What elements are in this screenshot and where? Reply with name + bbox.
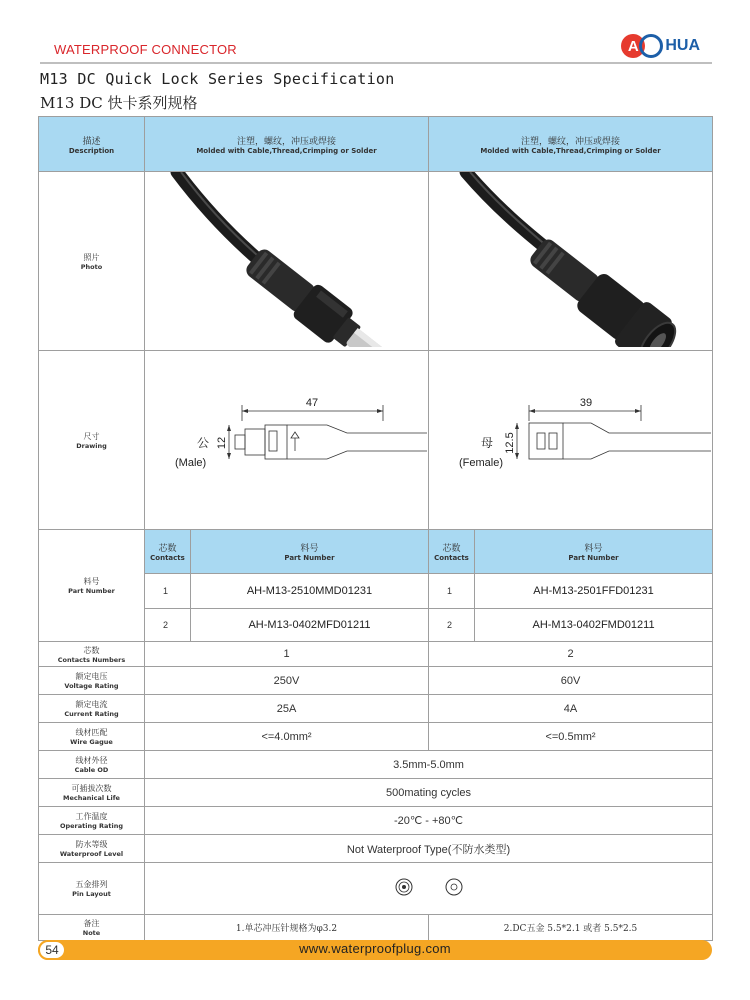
female-contacts-2: 2 [429,609,475,642]
cable-od-value: 3.5mm-5.0mm [145,751,713,779]
female-voltage: 60V [429,667,713,695]
male-contacts-1: 1 [145,574,191,609]
female-pn-header: 料号 Part Number [475,530,713,574]
op-rating-value: -20℃ - +80℃ [145,807,713,835]
male-dimension-drawing [147,351,427,526]
contacts-numbers-label: 芯数 Contacts Numbers [39,642,145,667]
male-pn-2: AH-M13-0402MFD01211 [191,609,429,642]
male-current: 25A [145,695,429,723]
female-note: 2.DC五金 5.5*2.1 或者 5.5*2.5 [429,915,713,941]
male-voltage: 250V [145,667,429,695]
logo-ring-icon [639,34,663,58]
male-contacts-numbers: 1 [145,642,429,667]
waterproof-value: Not Waterproof Type(不防水类型) [145,835,713,863]
female-connector-photo [429,172,713,351]
female-length-dim: 39 [579,397,592,409]
cable-od-label: 线材外径 Cable OD [39,751,145,779]
female-dimension-drawing [431,351,711,526]
pin-layout-label: 五金排列 Pin Layout [39,863,145,915]
socket-circle-icon [446,879,462,895]
female-drawing-cn: 母 [480,436,493,450]
male-plug-image [147,172,427,347]
pin-layout-icons [369,872,489,902]
waterproof-label: 防水等级 Waterproof Level [39,835,145,863]
title-chinese: M13 DC 快卡系列规格 [40,94,198,112]
male-note: 1.单芯冲压针规格为φ3.2 [145,915,429,941]
spec-table [38,116,713,941]
photo-label: 照片 Photo [39,172,145,351]
male-pn-1: AH-M13-2510MMD01231 [191,574,429,609]
female-socket-image [431,172,711,347]
mech-life-value: 500mating cycles [145,779,713,807]
female-drawing [429,351,713,530]
female-contacts-header: 芯数 Contacts [429,530,475,574]
header-divider [40,62,712,64]
drawing-label: 尺寸 Drawing [39,351,145,530]
description-label: 描述 Description [39,117,145,172]
male-contacts-header: 芯数 Contacts [145,530,191,574]
current-label: 额定电流 Current Rating [39,695,145,723]
female-current: 4A [429,695,713,723]
top-bar [40,37,712,62]
description-male: 注塑，螺纹，冲压或焊接 Molded with Cable,Thread,Crimping or Solder [145,117,429,172]
brand-title: WATERPROOF CONNECTOR [54,42,237,57]
male-length-dim: 47 [305,397,318,409]
female-pn-2: AH-M13-0402FMD01211 [475,609,713,642]
title-english: M13 DC Quick Lock Series Specification [40,70,395,88]
male-dia-dim: 12 [215,436,228,450]
male-drawing-cn: 公 [196,436,209,450]
male-drawing [145,351,429,530]
part-number-label: 料号 Part Number [39,530,145,642]
wire-label: 线材匹配 Wire Gague [39,723,145,751]
op-rating-label: 工作温度 Operating Rating [39,807,145,835]
male-connector-photo [145,172,429,351]
page-number: 54 [38,940,66,960]
female-wire: <=0.5mm² [429,723,713,751]
description-female: 注塑，螺纹，冲压或焊接 Molded with Cable,Thread,Crimping or Solder [429,117,713,172]
logo-text: HUA [665,37,700,54]
female-pn-1: AH-M13-2501FFD01231 [475,574,713,609]
pin-layout-diagram [145,863,713,915]
male-pn-header: 料号 Part Number [191,530,429,574]
pin-circle-icon [396,879,412,895]
female-drawing-en: (Female) [458,457,503,469]
female-contacts-numbers: 2 [429,642,713,667]
note-label: 备注 Note [39,915,145,941]
female-contacts-1: 1 [429,574,475,609]
male-contacts-2: 2 [145,609,191,642]
ahua-logo [621,32,700,60]
female-dia-dim: 12.5 [503,432,516,454]
male-wire: <=4.0mm² [145,723,429,751]
mech-life-label: 可插拔次数 Mechanical Life [39,779,145,807]
logo-a-mark: A [621,34,645,58]
voltage-label: 额定电压 Voltage Rating [39,667,145,695]
male-drawing-en: (Male) [174,457,206,469]
footer-url[interactable]: www.waterproofplug.com [299,941,451,956]
